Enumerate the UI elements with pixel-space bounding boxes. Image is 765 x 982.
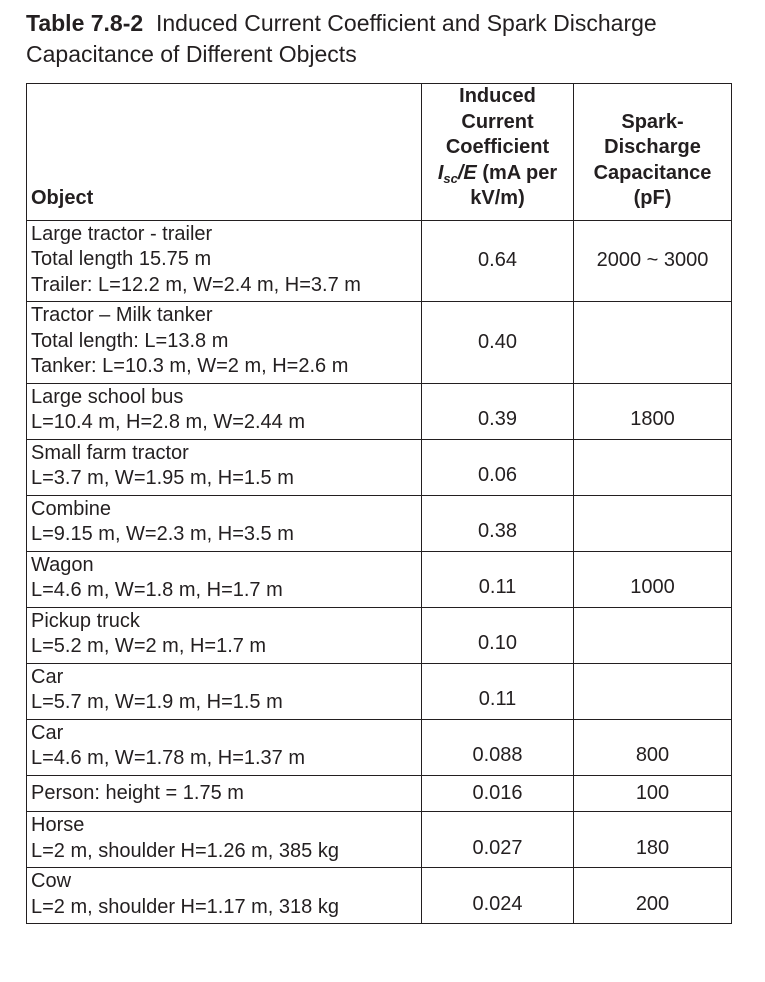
- coefficient-cell: 0.38: [422, 495, 574, 551]
- object-cell: [27, 607, 422, 663]
- table-row: [27, 495, 732, 551]
- coefficient-cell: 0.39: [422, 383, 574, 439]
- object-name: Person: height = 1.75 m: [31, 781, 244, 804]
- table-row: [27, 775, 732, 812]
- coefficient-cell: 0.06: [422, 439, 574, 495]
- data-table: [26, 83, 732, 924]
- header-coefficient-line: Current: [461, 110, 534, 133]
- object-cell: [27, 383, 422, 439]
- header-capacitance-line: Spark-: [621, 110, 684, 133]
- header-capacitance-line: (pF): [633, 187, 672, 209]
- coefficient-cell: 0.088: [422, 719, 574, 775]
- header-coefficient: [422, 84, 574, 221]
- object-name: Horse: [31, 814, 85, 836]
- table-row: [27, 812, 732, 868]
- object-name: Combine: [31, 497, 112, 520]
- object-name: Cow: [31, 870, 72, 892]
- object-detail: L=2 m, shoulder H=1.17 m, 318 kg: [31, 895, 339, 918]
- object-cell: [27, 868, 422, 924]
- capacitance-cell: 2000 ~ 3000: [574, 220, 732, 302]
- table-row: [27, 868, 732, 924]
- capacitance-cell: [574, 302, 732, 384]
- symbol-subscript: sc: [443, 170, 458, 186]
- object-name: Car: [31, 665, 64, 688]
- capacitance-cell: [574, 439, 732, 495]
- capacitance-cell: 1800: [574, 383, 732, 439]
- coefficient-cell: 0.027: [422, 812, 574, 868]
- object-cell: [27, 551, 422, 607]
- object-detail: Trailer: L=12.2 m, W=2.4 m, H=3.7 m: [31, 273, 361, 296]
- object-cell: [27, 812, 422, 868]
- header-capacitance: [574, 84, 732, 221]
- table-title: Induced Current Coefficient and Spark Discharge Capacitance of Different Objects: [26, 10, 657, 67]
- object-detail: L=3.7 m, W=1.95 m, H=1.5 m: [31, 467, 294, 489]
- table-row: [27, 220, 732, 302]
- object-name: Small farm tractor: [31, 441, 189, 464]
- object-detail: Tanker: L=10.3 m, W=2 m, H=2.6 m: [31, 355, 349, 377]
- table-row: [27, 663, 732, 719]
- object-detail: L=4.6 m, W=1.78 m, H=1.37 m: [31, 747, 306, 769]
- capacitance-cell: 200: [574, 868, 732, 924]
- header-object: Object: [27, 84, 422, 221]
- object-cell: [27, 302, 422, 384]
- table-row: [27, 551, 732, 607]
- symbol-i: I: [437, 161, 444, 184]
- object-cell: [27, 495, 422, 551]
- object-name: Wagon: [31, 553, 94, 576]
- object-detail: Total length: L=13.8 m: [31, 329, 229, 352]
- object-cell: [27, 719, 422, 775]
- object-detail: Total length 15.75 m: [31, 248, 212, 270]
- coefficient-cell: 0.016: [422, 775, 574, 812]
- header-capacitance-line: Capacitance: [593, 161, 712, 184]
- capacitance-cell: [574, 495, 732, 551]
- object-name: Large school bus: [31, 385, 184, 408]
- capacitance-cell: 100: [574, 775, 732, 812]
- table-row: [27, 383, 732, 439]
- coefficient-cell: 0.64: [422, 220, 574, 302]
- object-cell: [27, 775, 422, 812]
- object-name: Car: [31, 721, 64, 744]
- object-name: Pickup truck: [31, 609, 140, 632]
- object-detail: L=10.4 m, H=2.8 m, W=2.44 m: [31, 411, 306, 433]
- table-row: [27, 302, 732, 384]
- coefficient-cell: 0.11: [422, 663, 574, 719]
- header-capacitance-line: Discharge: [604, 136, 701, 158]
- header-row: [27, 84, 732, 221]
- capacitance-cell: 1000: [574, 551, 732, 607]
- object-cell: [27, 439, 422, 495]
- object-detail: L=5.2 m, W=2 m, H=1.7 m: [31, 635, 267, 657]
- capacitance-cell: 800: [574, 719, 732, 775]
- coefficient-cell: 0.11: [422, 551, 574, 607]
- header-coefficient-unit: kV/m): [470, 187, 525, 209]
- table-number: Table 7.8-2: [26, 10, 144, 36]
- capacitance-cell: 180: [574, 812, 732, 868]
- object-name: Large tractor - trailer: [31, 222, 213, 245]
- table-row: [27, 439, 732, 495]
- table-row: [27, 607, 732, 663]
- capacitance-cell: [574, 663, 732, 719]
- object-detail: L=9.15 m, W=2.3 m, H=3.5 m: [31, 523, 294, 545]
- coefficient-cell: 0.40: [422, 302, 574, 384]
- table-row: [27, 719, 732, 775]
- object-detail: L=4.6 m, W=1.8 m, H=1.7 m: [31, 579, 283, 601]
- table-caption: [26, 8, 746, 70]
- header-coefficient-line: Coefficient: [445, 136, 550, 158]
- object-name: Tractor – Milk tanker: [31, 304, 213, 326]
- header-coefficient-line: Induced: [459, 85, 536, 107]
- object-cell: [27, 220, 422, 302]
- capacitance-cell: [574, 607, 732, 663]
- symbol-e: /E: [457, 161, 477, 184]
- coefficient-cell: 0.024: [422, 868, 574, 924]
- object-cell: [27, 663, 422, 719]
- header-coefficient-symbol-line: [422, 161, 573, 187]
- object-detail: L=2 m, shoulder H=1.26 m, 385 kg: [31, 839, 339, 862]
- coefficient-cell: 0.10: [422, 607, 574, 663]
- unit-part-a: (mA per: [476, 161, 558, 184]
- object-detail: L=5.7 m, W=1.9 m, H=1.5 m: [31, 691, 283, 713]
